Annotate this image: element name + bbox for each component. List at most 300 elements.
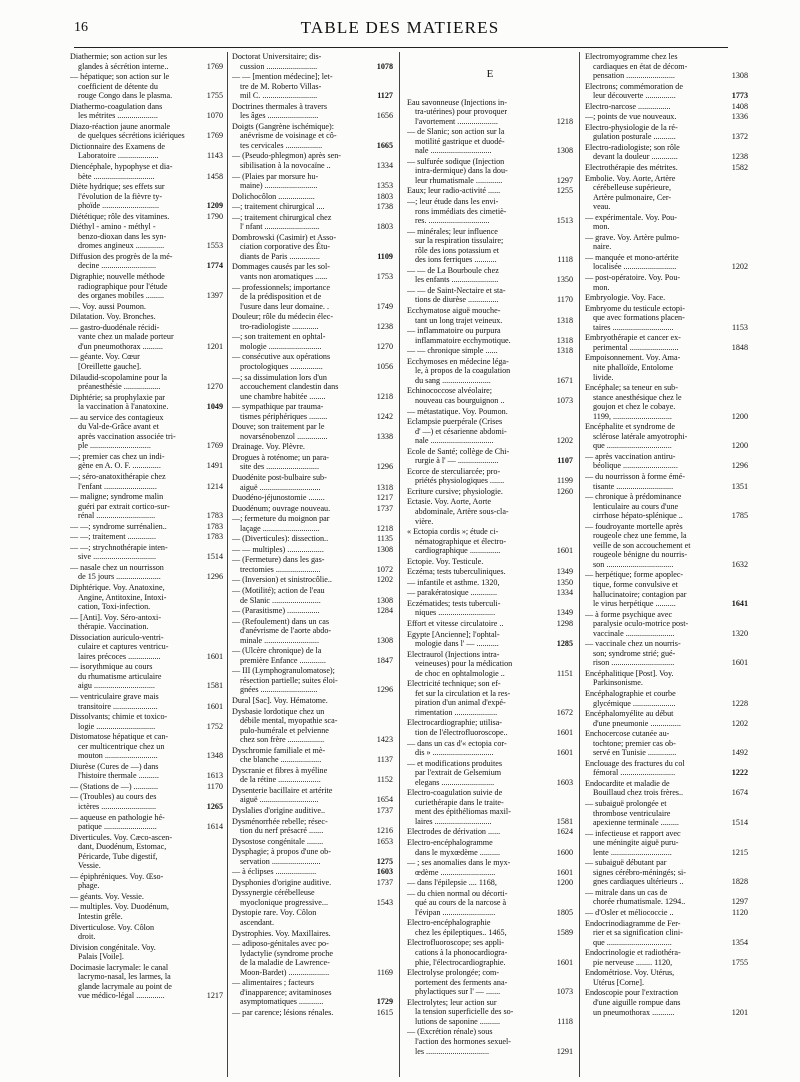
- entry-term: — —; strychnothérapie inten- sive ...............................: [70, 542, 168, 562]
- index-entry: [70, 452, 223, 471]
- index-entry: [232, 453, 393, 472]
- index-entry: [585, 353, 748, 382]
- index-entry: [585, 472, 748, 491]
- entry-page-number: 1296: [376, 685, 393, 695]
- entry-term: Eczéma; tests tuberculiniques.: [407, 567, 506, 577]
- entry-page-number: 1291: [556, 1046, 573, 1056]
- index-entry: [232, 837, 393, 847]
- index-entry: [232, 847, 393, 866]
- entry-term: Empoisonnement. Voy. Ama- nite phalloïde, Entolome livide.: [585, 353, 681, 382]
- entry-term: — —; syndrome surrénalien..: [70, 521, 167, 531]
- entry-term: — — [mention médecine]; let- tre de M. Roberto Villas- mil C. ...........................: [232, 72, 333, 101]
- entry-term: Ecchymatose aiguë mouche- tant un long trajet veineux.: [407, 306, 503, 325]
- entry-term: — parakératosique .............: [407, 588, 498, 598]
- entry-term: — — multiples) ..................: [232, 544, 324, 554]
- entry-term: — minérales; leur influence sur la respiration tissulaire; rôle des ions potassium et des ions ferriques ...........: [407, 226, 504, 265]
- entry-term: — au service des contagieux du Val-de-Grâce avant et après vaccination associée tri- ple ..............................: [70, 412, 176, 451]
- entry-term: — dans un cas d'« ectopia cor- dis » ..............................: [407, 738, 507, 758]
- index-entry: [407, 447, 573, 466]
- entry-page-number: 1601: [556, 748, 573, 758]
- index-entry: [407, 889, 573, 918]
- index-entry: [232, 473, 393, 492]
- entry-term: Doigts (Gangrène ischémique): anévrisme de voisinage et cô- tes cervicales ..................: [232, 121, 337, 150]
- entry-page-number: 1135: [377, 534, 393, 544]
- index-entry: [70, 272, 223, 301]
- entry-page-number: 1238: [376, 321, 393, 331]
- entry-term: Ectopie. Voy. Testicule.: [407, 556, 484, 566]
- index-entry: [70, 583, 223, 612]
- entry-page-number: 1318: [556, 335, 573, 345]
- index-entry: [232, 493, 393, 503]
- entry-page-number: 1308: [556, 146, 573, 156]
- entry-page-number: 1275: [376, 856, 393, 866]
- entry-term: Diphtérie; sa prophylaxie par la vaccination à l'anatoxine.: [70, 392, 169, 412]
- entry-page-number: 1218: [376, 391, 393, 401]
- entry-page-number: 1308: [376, 544, 393, 554]
- index-entry: [407, 578, 573, 588]
- entry-term: — à forme psychique avec paralysie oculo-motrice post- vaccinale ........................: [585, 609, 689, 638]
- index-entry: [70, 212, 223, 222]
- index-entry: [70, 182, 223, 211]
- index-entry: [585, 610, 748, 639]
- index-entry: [407, 838, 573, 857]
- index-entry: [407, 918, 573, 937]
- entry-term: Electromyogramme chez les cardiaques en état de décom- pensation ........................: [585, 52, 688, 81]
- entry-term: Egypte [Ancienne]; l'ophtal- mologie dans l' — ...........: [407, 629, 500, 649]
- entry-page-number: 1202: [731, 718, 748, 728]
- entry-page-number: 1753: [376, 272, 393, 282]
- index-entry: [70, 302, 223, 312]
- entry-term: Douleur; rôle du médecin élec- tro-radiologiste .............: [232, 312, 334, 331]
- index-entry: [407, 630, 573, 649]
- entry-page-number: 1349: [556, 567, 573, 577]
- index-entry: [407, 497, 573, 526]
- entry-term: —; traitement chirurgical ....: [232, 202, 325, 212]
- index-entry: [585, 174, 748, 212]
- entry-term: — métastatique. Voy. Poumon.: [407, 406, 508, 416]
- entry-page-number: 1222: [731, 768, 748, 778]
- entry-page-number: 1153: [732, 322, 748, 332]
- index-entry: [232, 867, 393, 877]
- index-entry: [407, 588, 573, 598]
- index-entry: [407, 186, 573, 196]
- entry-term: — à éclipses ....................: [232, 867, 317, 877]
- entry-term: — expérimentale. Voy. Pou- mon.: [585, 212, 677, 232]
- index-entry: [585, 273, 748, 292]
- index-entry: [232, 929, 393, 939]
- index-entry: [407, 650, 573, 679]
- index-entry: [585, 253, 748, 272]
- index-entry: [232, 151, 393, 170]
- entry-term: Dolichocôlon ..................: [232, 191, 315, 201]
- entry-term: Electro-encéphalogramme dans le myxœdème ..........: [407, 838, 501, 857]
- entry-page-number: 1769: [206, 131, 223, 141]
- index-entry: [585, 163, 748, 173]
- entry-term: Electrothérapie des métrites.: [585, 163, 678, 173]
- entry-page-number: 1296: [731, 461, 748, 471]
- index-entry: [70, 102, 223, 121]
- entry-term: Drainage. Voy. Plèvre.: [232, 442, 305, 452]
- index-entry: [232, 646, 393, 665]
- entry-term: Ecriture cursive; physiologie.: [407, 486, 503, 496]
- index-entry: [70, 892, 223, 902]
- entry-term: — foudroyante mortelle après rougeole chez une femme, la veille de son accouchement et rougeole bénigne du nourris- son .................................: [585, 521, 691, 569]
- entry-page-number: 1632: [731, 559, 748, 569]
- index-entry: [232, 888, 393, 907]
- entry-page-number: 1238: [731, 152, 748, 162]
- index-entry: [232, 806, 393, 816]
- index-entry: [407, 968, 573, 997]
- index-entry: [407, 679, 573, 717]
- index-entry: [407, 998, 573, 1027]
- entry-term: — herpétique; forme apoplec- tique, forme convulsive et hallucinatoire; contagion par le virus herpétique ..........: [585, 570, 687, 609]
- index-entry: [585, 123, 748, 142]
- entry-page-number: 1109: [377, 251, 393, 261]
- entry-term: Electro-radiologiste; son rôle devant la douleur .............: [585, 142, 680, 162]
- entry-term: Dyschromie familiale et mè- che blanche ....................: [232, 745, 326, 765]
- entry-page-number: 1338: [376, 431, 393, 441]
- entry-page-number: 1218: [556, 116, 573, 126]
- entry-term: Dyslalies d'origine auditive..: [232, 806, 326, 816]
- index-entry: [70, 782, 223, 792]
- entry-term: Dysbasie lordotique chez un débile mental, myopathie sca- pulo-humérale et pelvienne chez son frère ..................: [232, 706, 338, 745]
- index-entry: [585, 304, 748, 333]
- entry-term: — adiposo-génitales avec po- lydactylie (syndrome proche de la maladie de Lawrence- Moon-Bardet) ....................: [232, 939, 333, 977]
- index-entry: [585, 213, 748, 232]
- entry-term: — après vaccination antiru- béolique ...........................: [585, 451, 678, 471]
- index-entry: [585, 779, 748, 798]
- entry-page-number: 1143: [207, 151, 223, 161]
- index-entry: [585, 492, 748, 521]
- index-entry: [585, 112, 748, 122]
- entry-term: — sulfurée sodique (Injection intra-dermique) dans la dou- leur rhumatismale .............: [407, 156, 508, 185]
- entry-term: Electrofluoroscope; ses appli- cations à la phonocardiogra- phie, l'électrocardiographie.: [407, 938, 508, 967]
- index-entry: [70, 563, 223, 582]
- entry-term: Duodénite post-bulbaire sub- aiguë ..............................: [232, 472, 327, 492]
- entry-page-number: 1581: [206, 681, 223, 691]
- index-entry: [407, 407, 573, 417]
- entry-page-number: 1318: [376, 482, 393, 492]
- index-entry: [585, 948, 748, 967]
- entry-page-number: 1073: [556, 395, 573, 405]
- index-entry: [585, 689, 748, 708]
- index-entry: [585, 759, 748, 778]
- entry-page-number: 1298: [556, 618, 573, 628]
- entry-page-number: 1848: [731, 342, 748, 352]
- entry-term: —; séro-anatoxithérapie chez l'enfant ..........................: [70, 471, 166, 491]
- entry-page-number: 1653: [376, 836, 393, 846]
- index-entry: [585, 919, 748, 948]
- index-entry: [70, 692, 223, 711]
- entry-term: — gastro-duodénale récidi- vante chez un malade porteur d'un pneumothorax ..........: [70, 322, 174, 351]
- entry-page-number: 1803: [376, 222, 393, 232]
- index-entry: [70, 633, 223, 662]
- section-letter-heading: E: [486, 68, 494, 80]
- entry-page-number: 1737: [376, 806, 393, 816]
- entry-term: Dilaudid-scopolamine pour la préanesthésie ..................: [70, 372, 168, 392]
- entry-term: — mitrale dans un cas de chorée rhumatismale. 1294..: [585, 887, 686, 907]
- index-entry: [70, 222, 223, 251]
- entry-page-number: 1351: [731, 481, 748, 491]
- entry-term: Encéphalite et syndrome de sclérose latérale amyotrophi- que ................................: [585, 422, 688, 451]
- entry-page-number: 1614: [206, 822, 223, 832]
- entry-page-number: 1265: [206, 802, 223, 812]
- index-entry: [585, 52, 748, 81]
- entry-page-number: 1828: [731, 877, 748, 887]
- entry-page-number: 1201: [731, 1007, 748, 1017]
- index-entry: [232, 575, 393, 585]
- entry-term: Dystopie rare. Voy. Côlon ascendant.: [232, 908, 317, 928]
- entry-page-number: 1354: [731, 937, 748, 947]
- entry-term: Douve; son traitement par le novarsénobenzol ...............: [232, 422, 328, 441]
- index-entry: [407, 386, 573, 405]
- index-entry: [232, 617, 393, 646]
- entry-term: Endoscopie pour l'extraction d'une aiguille rompue dans un pneumothorax ...........: [585, 988, 681, 1017]
- index-entry: [70, 142, 223, 161]
- entry-page-number: 1334: [556, 588, 573, 598]
- entry-term: — ventriculaire grave mais transitoire ......................: [70, 692, 159, 711]
- entry-page-number: 1581: [556, 816, 573, 826]
- entry-page-number: 1127: [377, 91, 393, 101]
- index-entry: [232, 72, 393, 101]
- entry-page-number: 1118: [557, 255, 573, 265]
- entry-term: —; premier cas chez un indi- gène en A. O. F. ..............: [70, 451, 165, 471]
- entry-term: Ectasie. Voy. Aorte, Aorte abdominale, Artère sous-cla- vière.: [407, 497, 509, 526]
- entry-term: Enchocercose cutanée au- tochtone; premier cas ob- servé en Tunisie ..............: [585, 729, 677, 758]
- entry-term: Echinococcose alvéolaire; nouveau cas bourguignon ..: [407, 386, 505, 405]
- entry-page-number: 1107: [557, 456, 573, 466]
- entry-page-number: 1137: [377, 755, 393, 765]
- index-entry: [407, 417, 573, 446]
- entry-term: Ecchymoses en médecine léga- le, à propos de la coagulation du sang ........................: [407, 356, 511, 385]
- entry-term: Electrolyse prolongée; com- portement des ferments ana- phylactiques sur l' — .......: [407, 968, 508, 997]
- index-entry: [407, 718, 573, 737]
- index-entry: [70, 312, 223, 322]
- entry-page-number: 1582: [731, 163, 748, 173]
- entry-page-number: 1170: [557, 295, 573, 305]
- index-entry: [585, 102, 748, 112]
- index-entry: [232, 262, 393, 281]
- entry-term: — alimentaires ; facteurs d'inapparence; avitaminoses asymptomatiques ............: [232, 978, 332, 1007]
- entry-term: — maligne; syndrome malin guéri par extrait cortico-sur- rénal .............................: [70, 492, 170, 521]
- entry-term: Dombrowski (Casimir) et Asso- ciation corporative des Étu- diants de Paris ...............: [232, 232, 337, 261]
- index-entry: [70, 543, 223, 562]
- entry-term: Dysphagie; à propos d'une ob- servation ........................: [232, 847, 331, 866]
- entry-page-number: 1217: [376, 493, 393, 503]
- index-entry: [232, 352, 393, 371]
- index-entry: [585, 383, 748, 421]
- index-entry: [585, 908, 748, 918]
- entry-term: — épiphréniques. Voy. Œso- phage.: [70, 871, 164, 891]
- index-entry: [232, 213, 393, 232]
- entry-term: Eaux; leur radio-activité ......: [407, 186, 501, 196]
- entry-term: — (Excrétion rénale) sous l'action des hormones sexuel- les ...............................: [407, 1027, 512, 1056]
- entry-term: — (Parasitisme) ................: [232, 606, 320, 616]
- entry-page-number: 1209: [206, 201, 223, 211]
- entry-page-number: 1783: [206, 511, 223, 521]
- entry-page-number: 1674: [731, 788, 748, 798]
- index-entry: [407, 619, 573, 629]
- entry-term: —; leur étude dans les envi- rons immédiats des cimetiè- res. ..............................: [407, 197, 507, 226]
- entry-term: — post-opératoire. Voy. Pou- mon.: [585, 273, 681, 292]
- entry-page-number: 1270: [376, 341, 393, 351]
- entry-page-number: 1491: [206, 461, 223, 471]
- entry-page-number: 1543: [376, 897, 393, 907]
- entry-page-number: 1242: [376, 411, 393, 421]
- entry-term: Diathermo-coagulation dans les métrites ....................: [70, 101, 163, 121]
- entry-page-number: 1665: [376, 140, 393, 150]
- index-entry: [585, 888, 748, 907]
- entry-page-number: 1078: [376, 61, 393, 71]
- entry-page-number: 1783: [206, 521, 223, 531]
- index-entry: [232, 586, 393, 605]
- entry-page-number: 1613: [206, 771, 223, 781]
- index-entry: [232, 746, 393, 765]
- index-entry: [70, 732, 223, 761]
- entry-page-number: 1372: [731, 132, 748, 142]
- index-entry: [407, 127, 573, 156]
- entry-page-number: 1783: [206, 532, 223, 542]
- entry-term: — (Stations de —) ............: [70, 781, 159, 791]
- index-entry: [585, 522, 748, 570]
- index-entry: [70, 813, 223, 832]
- entry-page-number: 1349: [556, 608, 573, 618]
- entry-page-number: 1284: [376, 606, 393, 616]
- entry-term: Dysostose congénitale ........: [232, 836, 324, 846]
- entry-page-number: 1514: [206, 552, 223, 562]
- index-entry: [232, 283, 393, 312]
- entry-term: — du nourrisson à forme émé- tisante ............................: [585, 471, 685, 491]
- entry-term: Electrocardiographie; utilisa- tion de l'électrofluoroscope..: [407, 718, 508, 737]
- entry-term: — aqueuse en pathologie hé- patique ..........................: [70, 812, 165, 832]
- entry-term: Embryome du testicule ectopi- que avec formations placen- taires ..............................: [585, 303, 685, 332]
- entry-term: Diphtérique. Voy. Anatoxine, Angine, Antitoxine, Intoxi- cation, Toxi-infection.: [70, 582, 167, 612]
- entry-page-number: 1752: [206, 721, 223, 731]
- entry-page-number: 1152: [377, 775, 393, 785]
- entry-page-number: 1749: [376, 301, 393, 311]
- entry-term: Enclouage des fractures du col fémoral ...........................: [585, 758, 685, 778]
- index-entry: [232, 102, 393, 121]
- index-entry: [407, 878, 573, 888]
- entry-page-number: 1601: [556, 867, 573, 877]
- entry-page-number: 1603: [556, 777, 573, 787]
- index-entry: [232, 817, 393, 836]
- entry-term: —; son traitement en ophtal- mologie ..........................: [232, 332, 326, 351]
- page-header: [0, 14, 800, 40]
- entry-page-number: 1737: [376, 877, 393, 887]
- entry-page-number: 1514: [731, 818, 748, 828]
- entry-page-number: 1755: [206, 91, 223, 101]
- entry-term: — multiples. Voy. Duodénum, Intestin grêle.: [70, 902, 169, 922]
- entry-term: — III (Lymphogranulomatose); résection partielle; suites éloi- gnées ............................: [232, 666, 338, 695]
- index-entry: [585, 829, 748, 858]
- index-entry: [585, 82, 748, 101]
- entry-page-number: 1601: [556, 957, 573, 967]
- entry-term: Diététique; rôle des vitamines.: [70, 211, 170, 221]
- entry-term: Embolie. Voy. Aorte, Artère cérébelleuse supérieure, Artère pulmonaire, Cer- veau.: [585, 173, 676, 212]
- entry-term: — dans l'épilepsie .... 1168,: [407, 878, 497, 888]
- entry-term: — sympathique par trauma- tismes périphériques .........: [232, 402, 328, 421]
- entry-term: — isorythmique au cours du rhumatisme articulaire aigu ..............................: [70, 662, 162, 691]
- index-entry: [585, 233, 748, 252]
- entry-page-number: 1260: [556, 486, 573, 496]
- entry-page-number: 1785: [731, 511, 748, 521]
- entry-term: — de Slanic; son action sur la motilité gastrique et duodé- nale ..............................: [407, 127, 505, 156]
- entry-page-number: 1790: [206, 211, 223, 221]
- index-column-2: [232, 52, 393, 1077]
- index-entry: [407, 357, 573, 386]
- entry-page-number: 1308: [376, 635, 393, 645]
- entry-term: — infantile et asthme. 1320,: [407, 577, 500, 587]
- index-entry: [70, 252, 223, 271]
- entry-term: Dissolvants; chimie et toxico- logie .............................: [70, 712, 168, 731]
- entry-term: Endocardite et maladie de Bouillaud chez trois frères..: [585, 778, 684, 798]
- index-entry: [407, 759, 573, 788]
- index-entry: [585, 988, 748, 1017]
- index-entry: [70, 662, 223, 691]
- entry-term: « Ectopia cordis »; étude ci- nématographique et électro- cardiographique ...............: [407, 527, 507, 556]
- index-entry: [232, 766, 393, 785]
- index-entry: [585, 143, 748, 162]
- entry-term: Embryologie. Voy. Face.: [585, 293, 666, 303]
- entry-page-number: 1847: [376, 655, 393, 665]
- index-column-1: [70, 52, 223, 1077]
- entry-term: — géante. Voy. Cœur [Oreillette gauche].: [70, 352, 142, 371]
- entry-term: — (Fermeture) dans les gas- trectomies ......................: [232, 555, 325, 574]
- entry-term: — subaiguë prolongée et thrombose ventriculaire apexienne terminale .........: [585, 799, 679, 828]
- entry-term: — vaccinale chez un nourris- son; syndrome strié; gué- rison ...............................: [585, 639, 681, 668]
- entry-term: Diurèse (Cures de —) dans l'histoire thermale ..........: [70, 761, 159, 781]
- entry-term: Dyssynergie cérébelleuse myoclonique progressive...: [232, 888, 329, 907]
- entry-page-number: 1199: [557, 476, 573, 486]
- index-entry: [70, 943, 223, 962]
- entry-page-number: 1308: [376, 595, 393, 605]
- entry-page-number: 1601: [206, 651, 223, 661]
- entry-page-number: 1255: [556, 186, 573, 196]
- index-entry: [407, 346, 573, 356]
- entry-term: Duodéno-jéjunostomie ........: [232, 493, 325, 503]
- entry-term: Diéthyl - amino - méthyl - benzo-dioxan dans les syn- dromes angineux ..............: [70, 222, 167, 251]
- entry-term: Diathermie; son action sur les glandes à sécrétion interne..: [70, 52, 169, 71]
- entry-page-number: 1803: [376, 191, 393, 201]
- entry-term: Electrodes de dérivation ......: [407, 827, 501, 837]
- entry-page-number: 1296: [206, 572, 223, 582]
- entry-term: Encéphale; sa teneur en sub- stance anesthésique chez le goujon et chez le cobaye. 1199, .............................: [585, 383, 682, 421]
- entry-page-number: 1285: [556, 639, 573, 649]
- entry-page-number: 1350: [556, 275, 573, 285]
- index-entry: [232, 202, 393, 212]
- entry-page-number: 1654: [376, 795, 393, 805]
- entry-page-number: 1737: [376, 503, 393, 513]
- entry-term: Electro-encéphalographie chez les épileptiques.. 1465,: [407, 918, 507, 937]
- entry-term: Diazo-réaction jaune anormale de quelques sécrétions iciériques: [70, 121, 185, 141]
- index-entry: [585, 293, 748, 303]
- entry-term: — (Inversion) et sinistrocôlie..: [232, 575, 332, 585]
- entry-page-number: 1120: [732, 908, 748, 918]
- entry-page-number: 1049: [206, 402, 223, 412]
- entry-term: Diencéphale, hypophyse et dia- bète ..............................: [70, 162, 173, 181]
- entry-page-number: 1600: [556, 847, 573, 857]
- index-entry: [407, 938, 573, 967]
- entry-page-number: 1320: [731, 628, 748, 638]
- index-entry: [407, 227, 573, 265]
- entry-page-number: 1334: [376, 161, 393, 171]
- entry-page-number: 1318: [556, 346, 573, 356]
- entry-term: — (Ulcère chronique) de la première Enfance .............: [232, 646, 326, 665]
- entry-page-number: 1202: [731, 262, 748, 272]
- index-entry: [70, 162, 223, 181]
- entry-page-number: 1513: [556, 216, 573, 226]
